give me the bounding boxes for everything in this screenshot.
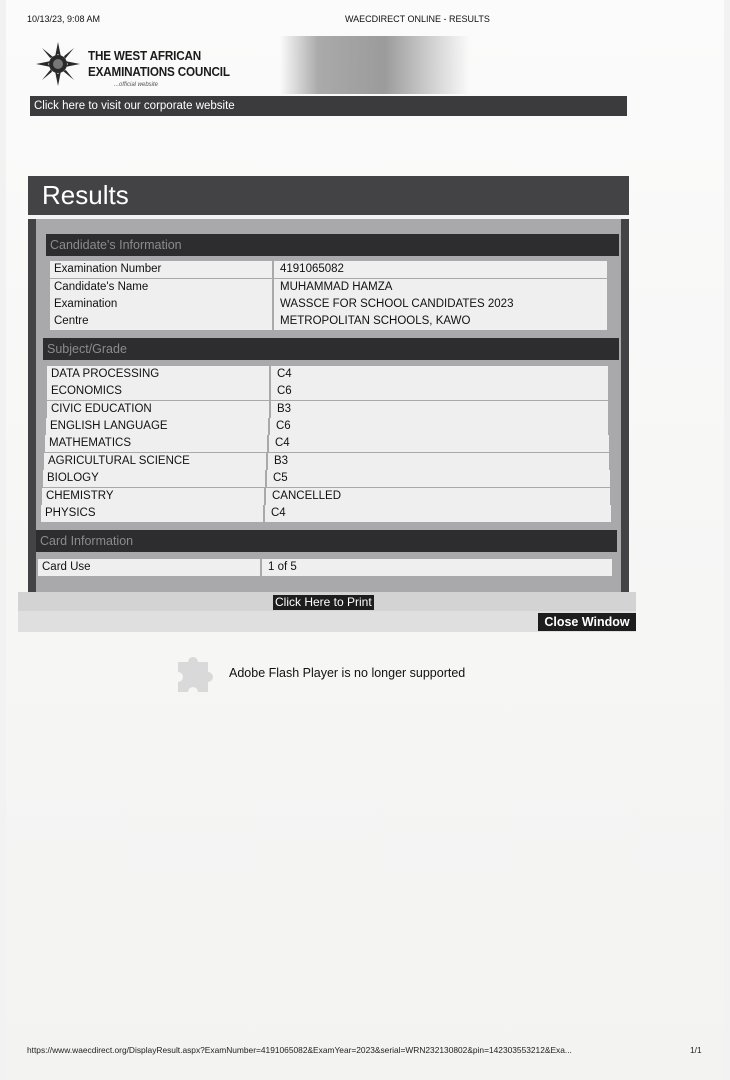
subject-row: PHYSICS C4 — [41, 505, 611, 522]
subject-row: MATHEMATICS C4 — [45, 435, 609, 452]
logo-tagline: ...official website — [114, 82, 159, 88]
waec-logo-text: THE WEST AFRICAN EXAMINATIONS COUNCIL — [88, 48, 230, 79]
subject-row: CIVIC EDUCATION B3 — [47, 401, 608, 418]
subject-row: AGRICULTURAL SCIENCE B3 — [44, 453, 609, 470]
subject-row: CHEMISTRY CANCELLED — [42, 488, 610, 505]
candidate-row: Centre METROPOLITAN SCHOOLS, KAWO — [50, 313, 607, 330]
subject-row: BIOLOGY C5 — [43, 470, 610, 487]
subject-grade-header: Subject/Grade — [43, 338, 619, 360]
print-footer-url: https://www.waecdirect.org/DisplayResult.aspx?ExamNumber=4191065082&ExamYear=2023&serial=WRN232130802&pin=142303553212&Exa... — [27, 1045, 572, 1055]
candidate-info-header: Candidate's Information — [46, 234, 619, 256]
results-title: Results — [42, 180, 129, 210]
waec-banner — [30, 36, 628, 94]
flash-unsupported-message: Adobe Flash Player is no longer supported — [229, 666, 466, 680]
banner-photo — [280, 36, 470, 94]
corporate-website-link[interactable]: Click here to visit our corporate website — [30, 96, 627, 116]
candidate-row: Examination WASSCE FOR SCHOOL CANDIDATES 2023 — [50, 296, 607, 313]
print-datetime: 10/13/23, 9:08 AM — [27, 14, 101, 24]
print-page-title: WAECDIRECT ONLINE - RESULTS — [345, 14, 490, 24]
print-page-number: 1/1 — [690, 1045, 702, 1055]
card-use-row: Card Use 1 of 5 — [38, 559, 612, 576]
print-button[interactable]: Click Here to Print — [275, 595, 372, 609]
card-info-header: Card Information — [36, 530, 617, 552]
waec-logo-icon — [36, 42, 80, 86]
subject-row: DATA PROCESSING C4 — [47, 366, 608, 383]
plugin-puzzle-icon — [172, 652, 216, 696]
candidate-row: Candidate's Name MUHAMMAD HAMZA — [50, 279, 607, 296]
results-body — [36, 219, 621, 596]
close-window-button[interactable]: Close Window — [538, 613, 636, 631]
candidate-row: Examination Number 4191065082 — [50, 261, 607, 278]
subject-row: ECONOMICS C6 — [47, 383, 608, 400]
results-panel — [28, 176, 629, 596]
subject-row: ENGLISH LANGUAGE C6 — [46, 418, 608, 435]
